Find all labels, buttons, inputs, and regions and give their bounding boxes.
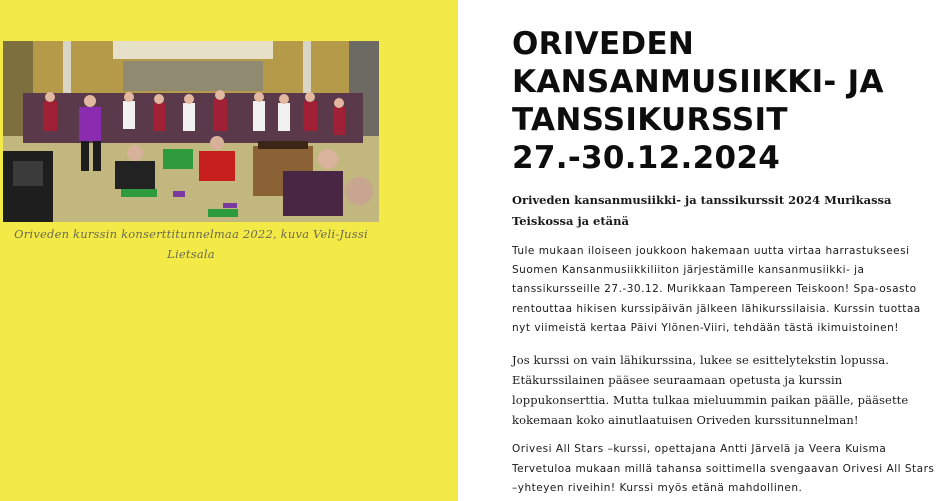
course-section <box>512 440 936 499</box>
course-heading: Orivesi All Stars –kurssi, opettajana Antti Järvelä ja Veera Kuisma <box>512 443 887 455</box>
remote-info-paragraph: Jos kurssi on vain lähikurssina, lukee se esittelytekstin lopussa. Etäkurssilainen pääsee seuraamaan opetusta ja kurssin loppukonserttia. Mutta tulkaa mieluummin paikan päälle, pääsette kokemaan koko ainutlaatuisen Oriveden kurssitunnelman! <box>512 353 909 427</box>
left-panel <box>0 0 458 501</box>
concert-photo <box>3 41 379 222</box>
photo-caption: Oriveden kurssin konserttitunnelmaa 2022, kuva Veli-Jussi Lietsala <box>14 227 368 261</box>
course-text: Tervetuloa mukaan millä tahansa soittimella svengaavan Orivesi All Stars –yhteyen riveihin! Kurssi myös etänä mahdollinen. <box>512 462 935 494</box>
intro-paragraph: Tule mukaan iloiseen joukkoon hakemaan uutta virtaa harrastukseesi Suomen Kansanmusiikkiliiton järjestämille kansanmusiikki- ja tanssikursseille 27.-30.12. Murikkaan Tampereen Teiskoon! Spa-osasto rentouttaa hikisen kurssipäivän jälkeen lähikurssilaisia. Kurssin tuottaa nyt viimeistä kertaa Päivi Ylönen-Viiri, tehdään tästä ikimuistoinen! <box>512 245 921 334</box>
page-subtitle: Oriveden kansanmusiikki- ja tanssikurssit 2024 Murikassa Teiskossa ja etänä <box>512 193 892 228</box>
concert-hall-photo-icon <box>3 41 379 222</box>
page-title: ORIVEDEN KANSANMUSIIKKI- JA TANSSIKURSSIT 27.-30.12.2024 <box>512 26 884 176</box>
